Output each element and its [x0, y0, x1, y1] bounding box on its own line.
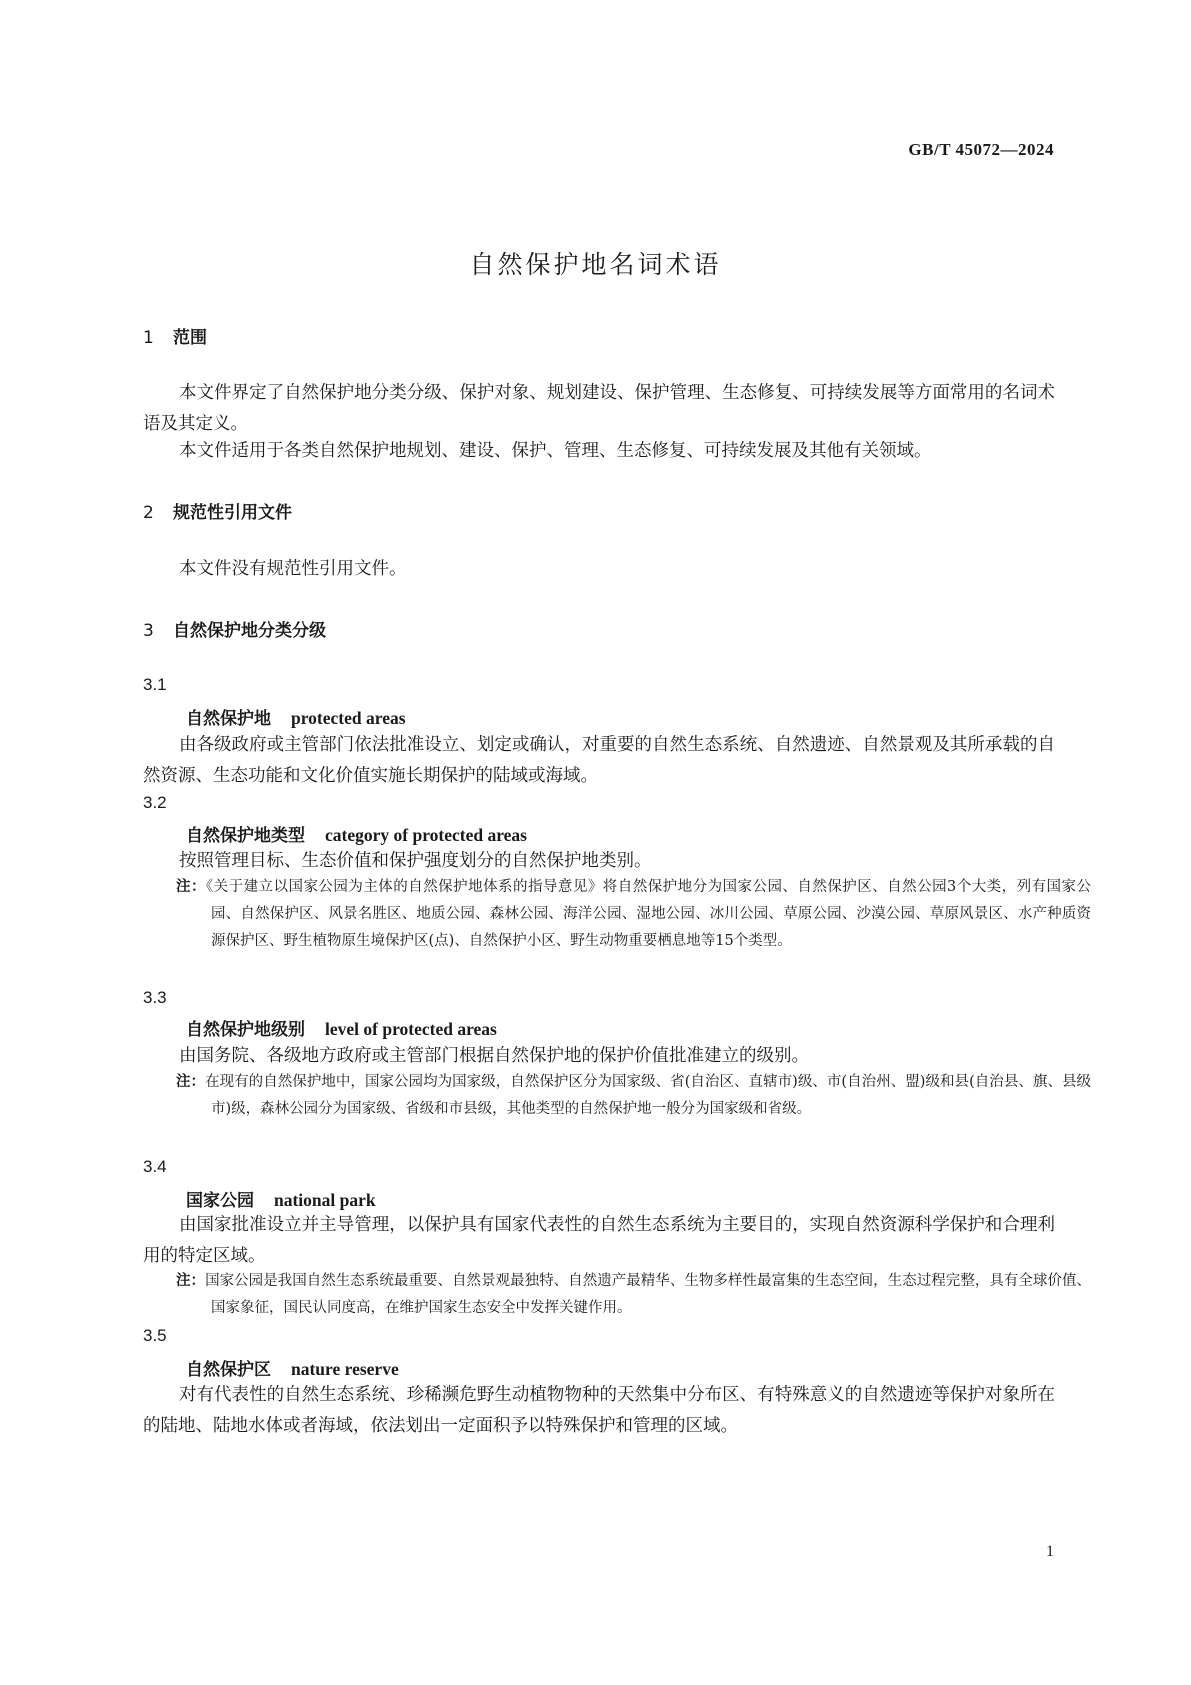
note-text: 国家公园是我国自然生态系统最重要、自然景观最独特、自然遗产最精华、生物多样性最富集的生态空间，生态过程完整，具有全球价值、国家象征，国民认同度高，在维护国家生态安全中发挥关键作用。	[205, 1273, 1092, 1316]
term-chinese: 自然保护地类型	[186, 826, 305, 846]
term-chinese: 自然保护地级别	[186, 1020, 305, 1040]
term-definition: 由各级政府或主管部门依法批准设立、划定或确认，对重要的自然生态系统、自然遗迹、自然景观及其所承载的自然资源、生态功能和文化价值实施长期保护的陆域或海域。	[143, 735, 1055, 786]
scope-paragraph-2: 本文件适用于各类自然保护地规划、建设、保护、管理、生态修复、可持续发展及其他有关领域。	[179, 441, 932, 461]
section-title: 规范性引用文件	[173, 503, 292, 523]
section-heading-3	[143, 616, 326, 641]
term-number: 3.3	[143, 988, 167, 1007]
document-title: 自然保护地名词术语	[469, 250, 722, 279]
term-number: 3.4	[143, 1157, 167, 1176]
term-number: 3.2	[143, 793, 167, 812]
note-label: 注：	[176, 1273, 206, 1289]
term-english: category of protected areas	[325, 825, 527, 845]
term-chinese: 国家公园	[186, 1191, 254, 1211]
section-heading-2	[143, 498, 292, 523]
term-heading	[186, 704, 406, 729]
term-heading	[186, 1015, 497, 1040]
term-english: level of protected areas	[325, 1019, 497, 1039]
term-heading	[186, 1355, 399, 1380]
term-heading	[186, 821, 527, 846]
scope-paragraph-1: 本文件界定了自然保护地分类分级、保护对象、规划建设、保护管理、生态修复、可持续发展等方面常用的名词术语及其定义。	[143, 383, 1055, 434]
term-note	[176, 874, 1091, 955]
note-label: 注：	[176, 1074, 206, 1090]
section-heading-1	[143, 323, 207, 348]
note-label: 注：	[176, 879, 206, 895]
term-chinese: 自然保护地	[186, 709, 271, 729]
term-chinese: 自然保护区	[186, 1360, 271, 1380]
note-text: 在现有的自然保护地中，国家公园均为国家级，自然保护区分为国家级、省(自治区、直辖市)级、市(自治州、盟)级和县(自治县、旗、县级市)级，森林公园分为国家级、省级和市县级，其他类型的自然保护地一般分为国家级和省级。	[205, 1074, 1092, 1117]
term-definition: 由国家批准设立并主导管理，以保护具有国家代表性的自然生态系统为主要目的，实现自然资源科学保护和合理利用的特定区域。	[143, 1215, 1055, 1266]
term-definition: 由国务院、各级地方政府或主管部门根据自然保护地的保护价值批准建立的级别。	[179, 1046, 809, 1066]
term-english: national park	[274, 1190, 376, 1210]
section-number: 2	[143, 503, 154, 523]
term-definition: 对有代表性的自然生态系统、珍稀濒危野生动植物物种的天然集中分布区、有特殊意义的自然遗迹等保护对象所在的陆地、陆地水体或者海域，依法划出一定面积予以特殊保护和管理的区域。	[143, 1385, 1055, 1436]
term-number: 3.1	[143, 675, 167, 694]
section-number: 3	[143, 621, 154, 641]
section-title: 范围	[173, 328, 207, 348]
term-english: protected areas	[291, 708, 406, 728]
term-note	[176, 1268, 1091, 1322]
term-english: nature reserve	[291, 1359, 399, 1379]
page-number: 1	[1046, 1543, 1054, 1560]
section-number: 1	[143, 328, 154, 348]
term-number: 3.5	[143, 1326, 167, 1345]
term-heading	[186, 1186, 376, 1211]
term-definition: 按照管理目标、生态价值和保护强度划分的自然保护地类别。	[179, 851, 652, 871]
normative-paragraph: 本文件没有规范性引用文件。	[179, 559, 407, 579]
section-title: 自然保护地分类分级	[173, 621, 326, 641]
standard-code: GB/T 45072—2024	[908, 140, 1054, 159]
term-note	[176, 1069, 1091, 1123]
note-text: 《关于建立以国家公园为主体的自然保护地体系的指导意见》将自然保护地分为国家公园、自然保护区、自然公园3个大类，列有国家公园、自然保护区、风景名胜区、地质公园、森林公园、海洋公园、湿地公园、冰川公园、草原公园、沙漠公园、草原风景区、水产种质资源保护区、野生植物原生境保护区(点)、自然保护小区、野生动物重要栖息地等15个类型。	[205, 879, 1091, 949]
